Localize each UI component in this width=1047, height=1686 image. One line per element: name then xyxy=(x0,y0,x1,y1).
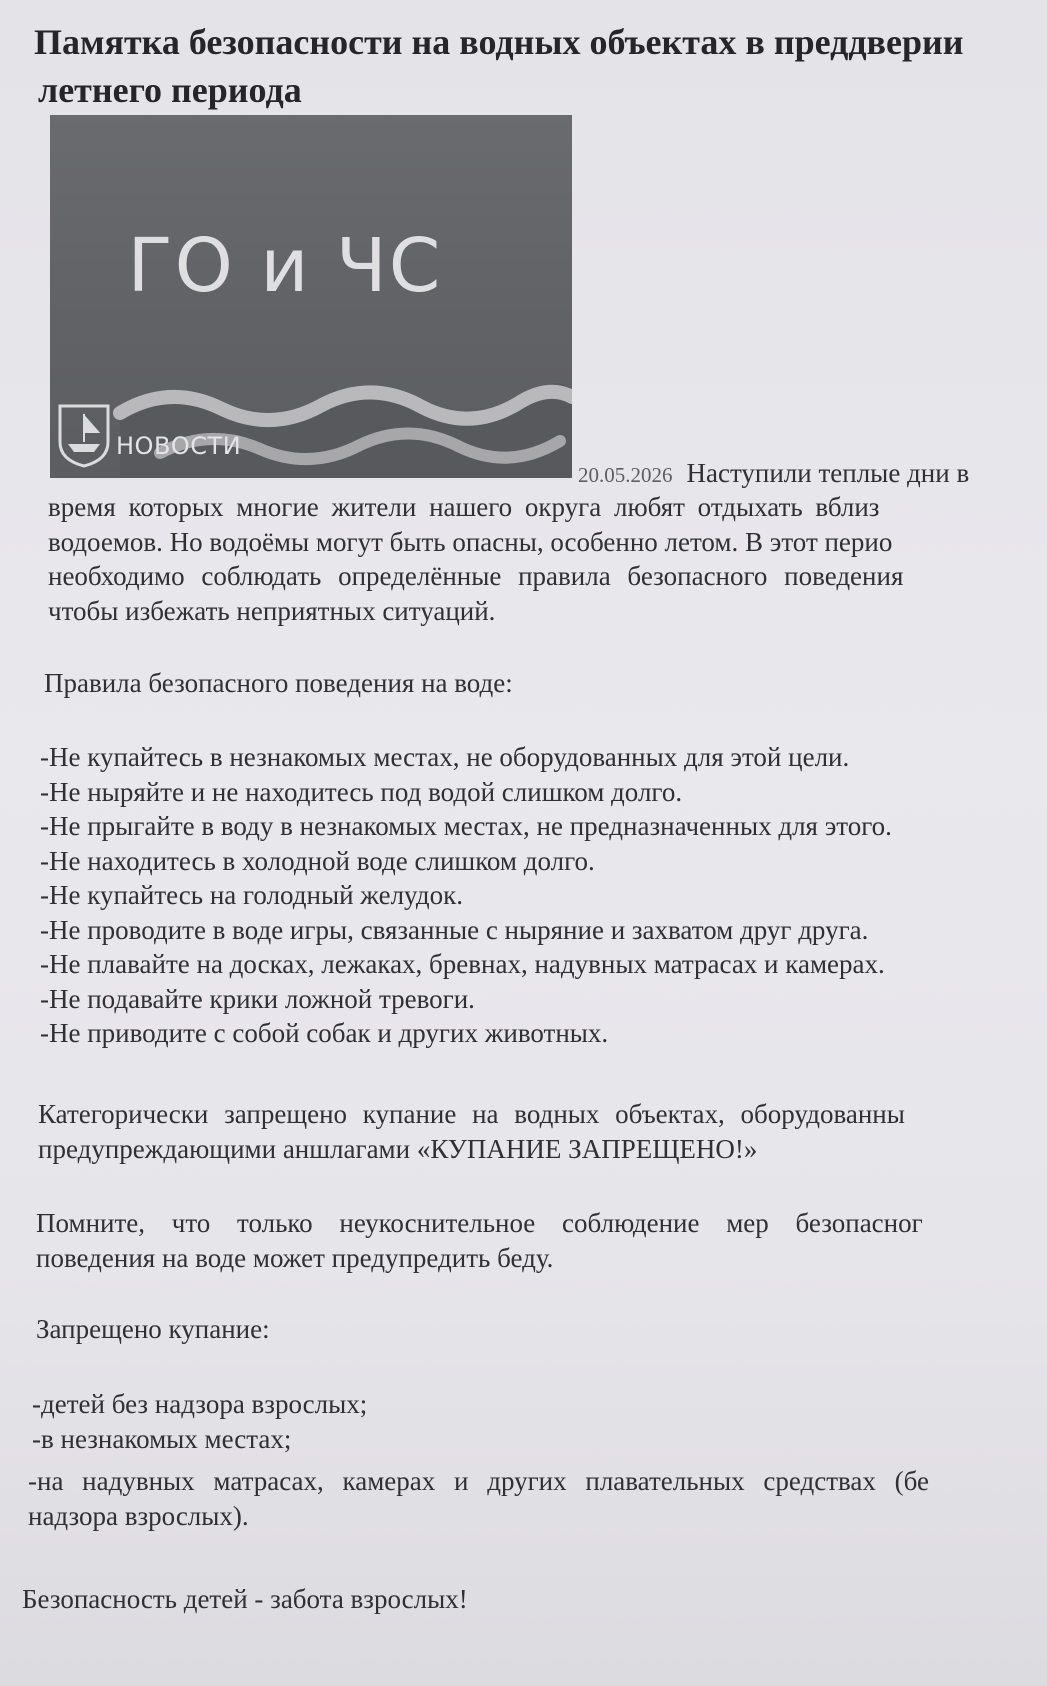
list-item: -Не подавайте крики ложной тревоги. xyxy=(40,983,475,1014)
page-title xyxy=(34,18,1044,114)
prohibition-line-2: предупреждающими аншлагами «КУПАНИЕ ЗАПРЕЩЕНО!» xyxy=(38,1133,758,1164)
intro-line-2: водоемов. Но водоёмы могут быть опасны, особенно летом. В этот перио xyxy=(48,526,893,557)
list-item: -Не купайтесь в незнакомых местах, не оборудованных для этой цели. xyxy=(40,742,850,772)
rules-heading: Правила безопасного поведения на воде: xyxy=(44,668,513,698)
list-item: -Не проводите в воде игры, связанные с ныряние и захватом друг друга. xyxy=(40,914,869,945)
banner-caption: НОВОСТИ xyxy=(116,432,242,460)
forbidden-list xyxy=(32,1387,367,1456)
list-item: -Не приводите с собой собак и других животных. xyxy=(40,1018,609,1048)
closing-statement: Безопасность детей - забота взрослых! xyxy=(22,1584,468,1614)
reminder-line-1: Помните, что только неукоснительное соблюдение мер безопасног xyxy=(36,1208,923,1238)
forbidden-last-line-2: надзора взрослых). xyxy=(28,1500,249,1531)
reminder-line-2: поведения на воде может предупредить беду. xyxy=(36,1242,554,1273)
list-item: -детей без надзора взрослых; xyxy=(32,1389,368,1419)
intro-first-line xyxy=(578,456,969,493)
title-line-1: Памятка безопасности на водных объектах в преддверии xyxy=(34,22,964,62)
intro-line-1: время которых многие жители нашего округа любят отдыхать вблиз xyxy=(48,492,880,522)
list-item: -Не находитесь в холодной воде слишком долго. xyxy=(40,845,595,876)
rules-list xyxy=(40,740,892,1051)
intro-first-text: Наступили теплые дни в xyxy=(686,458,970,488)
news-date: 20.05.2026 xyxy=(578,463,673,487)
reminder-paragraph xyxy=(36,1206,923,1275)
list-item: -Не ныряйте и не находитесь под водой слишком долго. xyxy=(40,776,683,807)
intro-paragraph xyxy=(48,490,1047,628)
forbidden-heading: Запрещено купание: xyxy=(36,1314,270,1344)
title-line-2: летнего периода xyxy=(38,70,302,110)
intro-line-3: необходимо соблюдать определённые правила безопасного поведения xyxy=(48,561,904,591)
forbidden-last-line-1: -на надувных матрасах, камерах и других плавательных средствах (бе xyxy=(28,1466,929,1496)
prohibition-paragraph xyxy=(38,1097,905,1166)
ship-emblem-icon xyxy=(56,402,112,468)
list-item: -Не плавайте на досках, лежаках, бревнах, надувных матрасах и камерах. xyxy=(40,949,885,979)
list-item: -в незнакомых местах; xyxy=(32,1423,292,1454)
list-item: -Не купайтесь на голодный желудок. xyxy=(40,880,463,910)
list-item: -Не прыгайте в воду в незнакомых местах, не предназначенных для этого. xyxy=(40,811,892,841)
banner-title: ГО и ЧС xyxy=(127,223,443,309)
forbidden-last-item xyxy=(28,1464,929,1533)
intro-line-4: чтобы избежать неприятных ситуаций. xyxy=(48,595,496,626)
prohibition-line-1: Категорически запрещено купание на водных объектах, оборудованны xyxy=(38,1099,905,1129)
